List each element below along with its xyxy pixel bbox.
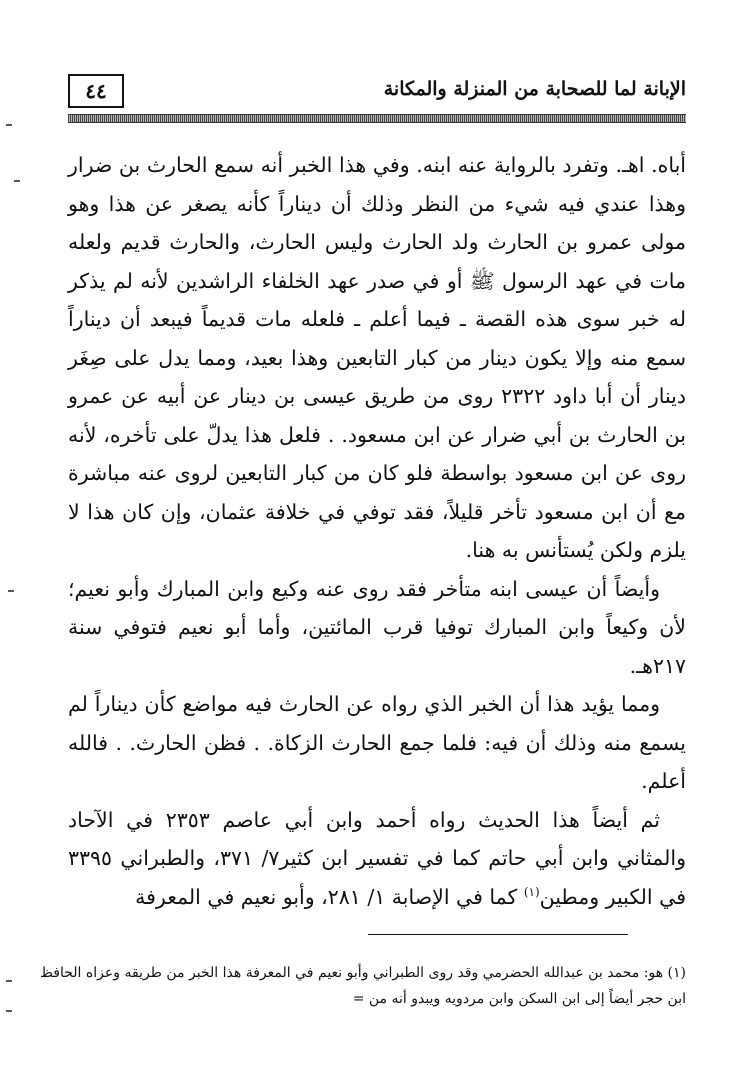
paragraph: وأيضاً أن عيسى ابنه متأخر فقد روى عنه وكيع وابن المبارك وأبو نعيم؛ لأن وكيعاً وابن المبارك توفيا قرب المائتين، وأما أبو نعيم فتوفي سنة ٢١٧هـ. [68,576,686,678]
scan-mark [6,124,12,126]
paragraph: أباه. اهـ. وتفرد بالرواية عنه ابنه. وفي هذا الخبر أنه سمع الحارث بن ضرار وهذا عندي فيه شيء من النظر وذلك أن ديناراً كأنه يصغر عن هذا وهو مولى عمرو بن الحارث ولد الحارث وليس الحارث، والحارث قديم ولعله مات في عهد الرسول ﷺ أو في صدر عهد الخلفاء الراشدين لأنه لم يذكر له خبر سوى هذه القصة ـ فيما أعلم ـ فلعله مات قديماً فيبعد أن ديناراً سمع منه وإلا يكون دينار من كبار التابعين وهذا بعيد، ومما يدل على صِغَر دينار أن أبا داود ٢٣٢٢ روى من طريق عيسى بن دينار عن أبيه عن عمرو بن الحارث بن أبي ضرار عن ابن مسعود. . فلعل هذا يدلّ على تأخره، لأنه روى عن ابن مسعود بواسطة فلو كان من كبار التابعين لروى عنه مباشرة مع أن ابن مسعود تأخر قليلاً، فقد توفي في خلافة عثمان، وإن كان هذا لا يلزم ولكن يُستأنس به هنا. [68,153,687,562]
footnote-area [40,960,686,1012]
footnote-ref: (١) [523,884,540,899]
paragraph: ومما يؤيد هذا أن الخبر الذي رواه عن الحارث فيه مواضع كأن ديناراً لم يسمع منه وذلك أن فيه: فلما جمع الحارث الزكاة. . فظن الحارث. . فالله أعلم. [68,692,686,793]
scan-mark [6,1010,12,1012]
main-text [68,146,686,916]
header-rule [68,114,686,123]
running-title: الإبانة لما للصحابة من المنزلة والمكانة [383,78,686,100]
scan-mark [6,980,12,982]
paragraph [68,801,686,917]
scan-mark [14,180,20,182]
scan-mark [8,590,14,592]
footnote: (١) هو: محمد بن عبدالله الحضرمي وقد روى الطبراني وأبو نعيم في المعرفة هذا الخبر من طريقه وعزاه الحافظ ابن حجر أيضاً إلى ابن السكن وابن مردويه ويبدو أنه من = [40,965,686,1007]
paragraph-text: ثم أيضاً هذا الحديث رواه أحمد وابن أبي عاصم ٢٣٥٣ في الآحاد والمثاني وابن أبي حاتم كما في تفسير ابن كثير٧/ ٣٧١، والطبراني ٣٣٩٥ في الكبير ومطين [68,807,686,909]
page-number: ٤٤ [68,74,124,108]
paragraph-text-continued: كما في الإصابة ١/ ٢٨١، وأبو نعيم في المعرفة [135,884,524,909]
page-header [68,68,686,112]
footnote-separator [368,934,628,935]
